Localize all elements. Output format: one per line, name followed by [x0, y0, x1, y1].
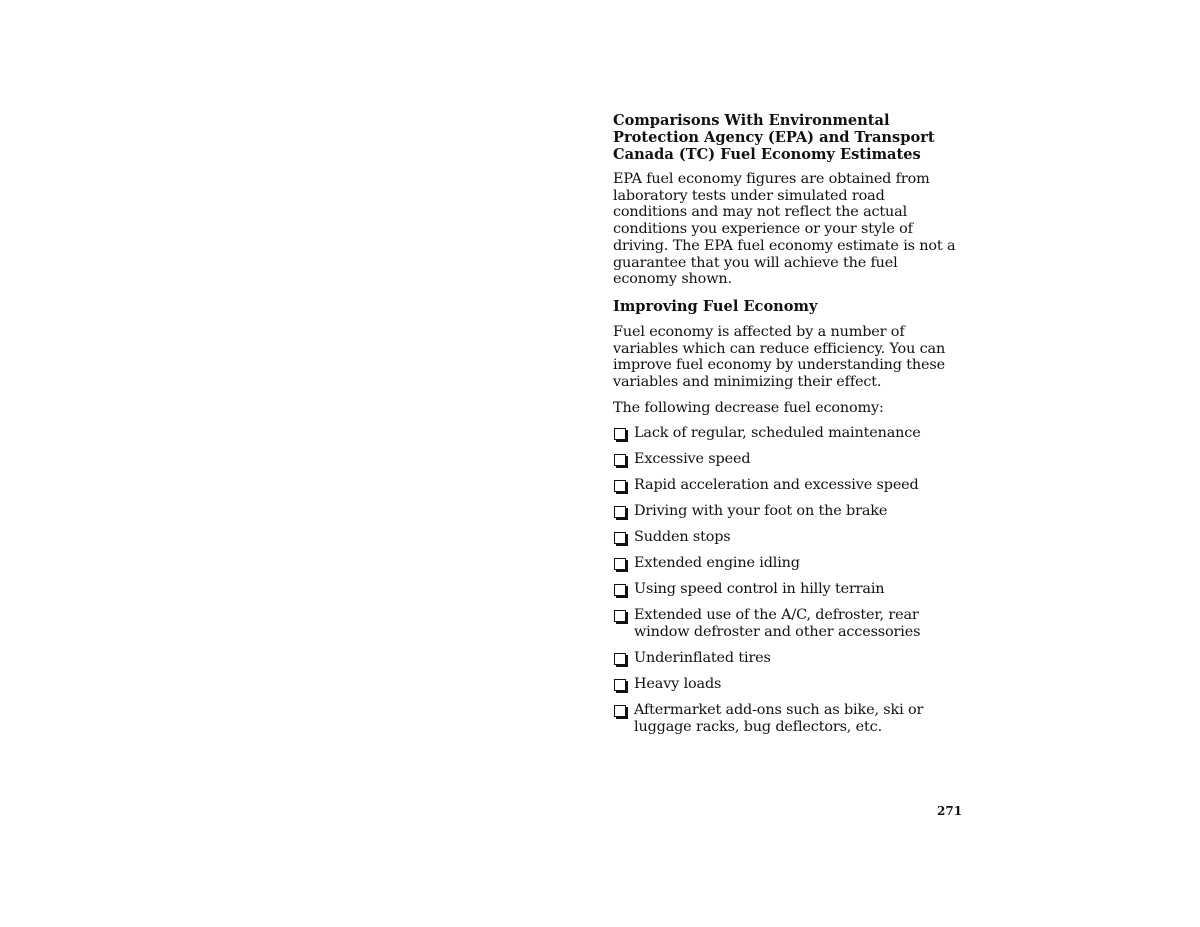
checkbox-square-icon: [614, 558, 626, 570]
list-item-text: Driving with your foot on the brake: [634, 503, 888, 520]
checkbox-square-icon: [614, 610, 626, 622]
list-item-text: Excessive speed: [634, 451, 751, 468]
list-item: [613, 425, 963, 442]
checkbox-square-icon: [614, 428, 626, 440]
list-item-text: Underinflated tires: [634, 650, 771, 667]
list-item: [613, 650, 963, 667]
checkbox-square-icon: [614, 653, 626, 665]
list-item-text: Aftermarket add-ons such as bike, ski or luggage racks, bug deflectors, etc.: [634, 702, 924, 736]
list-item: [613, 676, 963, 693]
section-title-line-3: Canada (TC) Fuel Economy Estimates: [613, 146, 921, 163]
list-item-text: Extended engine idling: [634, 555, 800, 572]
list-item: [613, 503, 963, 520]
checkbox-square-icon: [614, 480, 626, 492]
list-item-text: Lack of regular, scheduled maintenance: [634, 425, 921, 442]
improving-paragraph: Fuel economy is affected by a number of variables which can reduce efficiency. You can improve fuel economy by understanding these variables and minimizing their effect.: [613, 323, 946, 391]
checkbox-square-icon: [614, 454, 626, 466]
list-item-text: Sudden stops: [634, 529, 731, 546]
list-item-text: Rapid acceleration and excessive speed: [634, 477, 919, 494]
list-item-text: Heavy loads: [634, 676, 722, 693]
checkbox-square-icon: [614, 506, 626, 518]
checkbox-square-icon: [614, 679, 626, 691]
list-item: [613, 529, 963, 546]
section-title-line-2: Protection Agency (EPA) and Transport: [613, 129, 935, 146]
checkbox-square-icon: [614, 584, 626, 596]
fuel-economy-factors-list: [613, 425, 963, 736]
epa-paragraph: EPA fuel economy figures are obtained from laboratory tests under simulated road conditions and may not reflect the actual conditions you experience or your style of driving. The EPA fuel economy estimate is not a guarantee that you will achieve the fuel economy shown.: [613, 171, 956, 288]
page-number: 271: [937, 804, 963, 818]
list-item: [613, 581, 963, 598]
list-item: [613, 451, 963, 468]
list-item: [613, 555, 963, 572]
section-title: [613, 112, 963, 163]
manual-page-column: [613, 112, 963, 745]
list-item-text: Extended use of the A/C, defroster, rear window defroster and other accessories: [634, 607, 921, 641]
section-title-line-1: Comparisons With Environmental: [613, 112, 890, 129]
list-intro: The following decrease fuel economy:: [613, 399, 884, 416]
improving-heading: Improving Fuel Economy: [613, 297, 818, 315]
list-item-text: Using speed control in hilly terrain: [634, 581, 885, 598]
list-item: [613, 477, 963, 494]
checkbox-square-icon: [614, 705, 626, 717]
list-item: [613, 702, 963, 736]
list-item: [613, 607, 963, 641]
checkbox-square-icon: [614, 532, 626, 544]
